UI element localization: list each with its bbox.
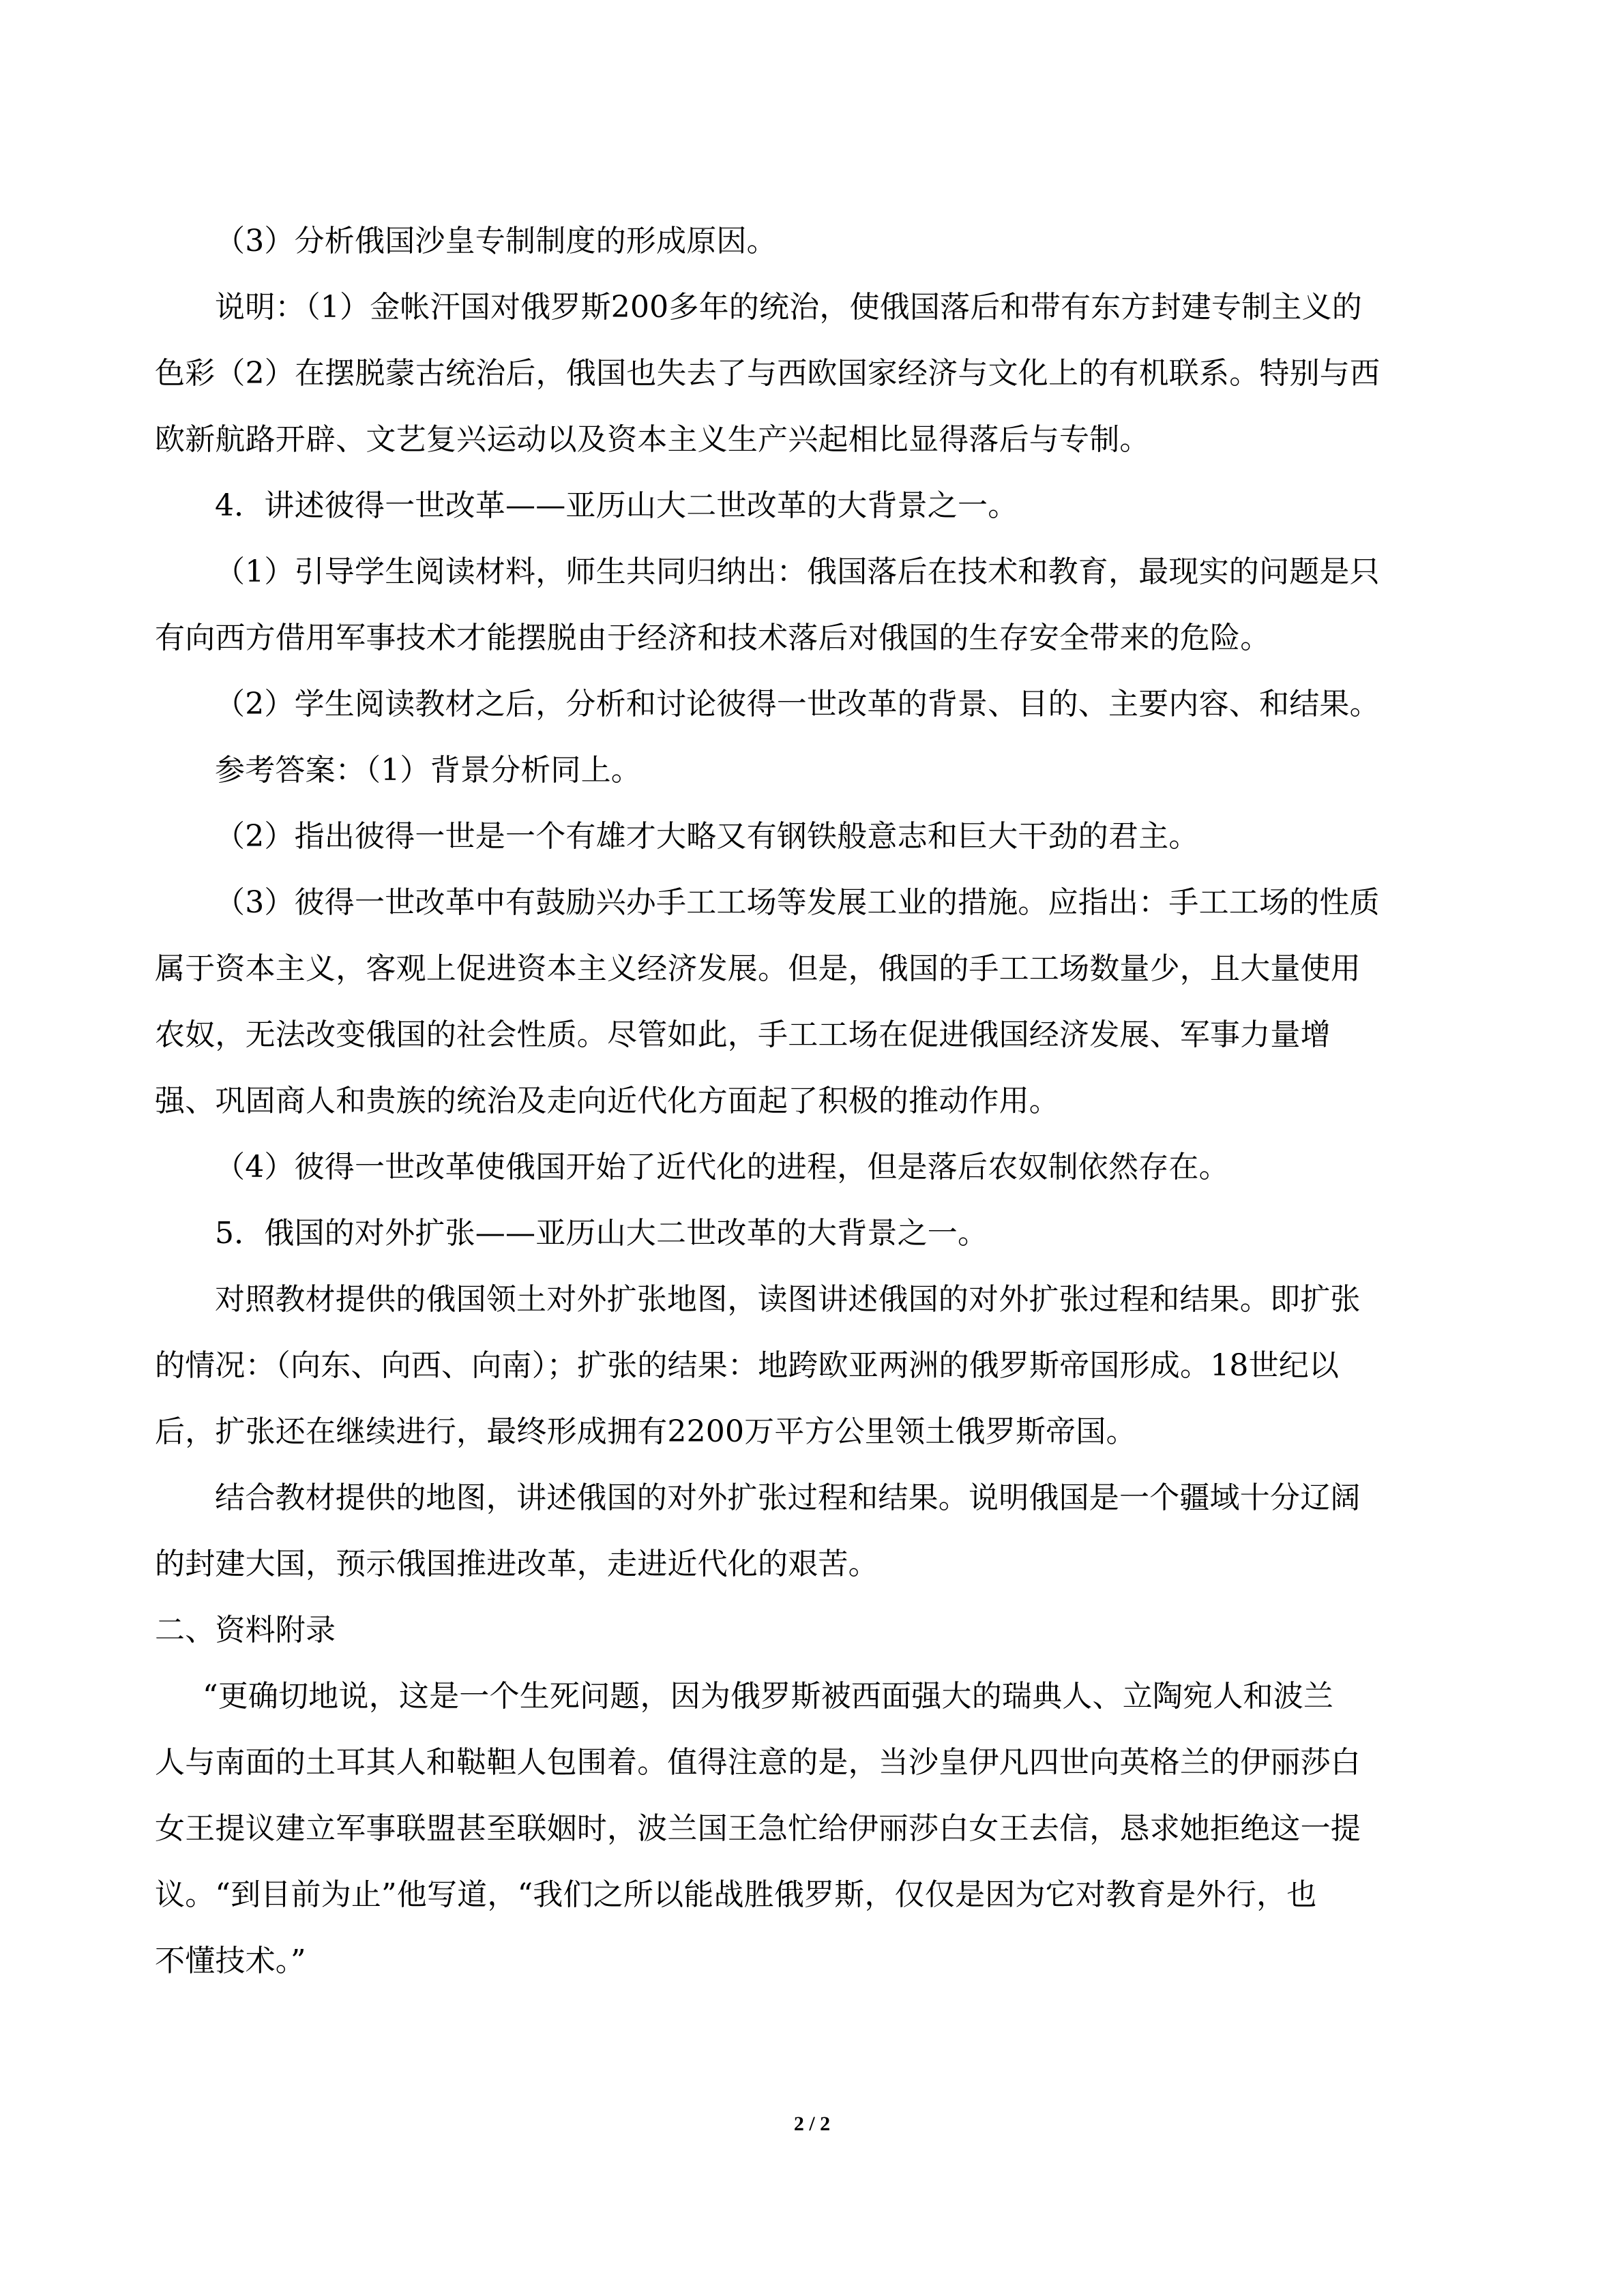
paragraph-line: 有向西方借用军事技术才能摆脱由于经济和技术落后对俄国的生存安全带来的危险。 bbox=[155, 621, 1271, 655]
paragraph-line: 属于资本主义，客观上促进资本主义经济发展。但是，俄国的手工工场数量少，且大量使用 bbox=[155, 951, 1361, 986]
paragraph-line: 农奴，无法改变俄国的社会性质。尽管如此，手工工场在促进俄国经济发展、军事力量增 bbox=[155, 1017, 1331, 1052]
section-heading: 二、资料附录 bbox=[155, 1613, 336, 1648]
paragraph-line: 的封建大国，预示俄国推进改革，走进近代化的艰苦。 bbox=[155, 1547, 879, 1581]
paragraph-line: （3）分析俄国沙皇专制制度的形成原因。 bbox=[215, 224, 777, 258]
quote-line: 不懂技术。” bbox=[155, 1943, 306, 1978]
paragraph-line: （2）学生阅读教材之后，分析和讨论彼得一世改革的背景、目的、主要内容、和结果。 bbox=[215, 687, 1380, 721]
quote-line: “更确切地说，这是一个生死问题，因为俄罗斯被西面强大的瑞典人、立陶宛人和波兰 bbox=[203, 1679, 1334, 1714]
paragraph-line: （4）彼得一世改革使俄国开始了近代化的进程，但是落后农奴制依然存在。 bbox=[215, 1150, 1229, 1184]
paragraph-line: 后，扩张还在继续进行，最终形成拥有2200万平方公里领土俄罗斯帝国。 bbox=[155, 1414, 1136, 1449]
paragraph-line: （2）指出彼得一世是一个有雄才大略又有钢铁般意志和巨大干劲的君主。 bbox=[215, 819, 1199, 854]
paragraph-line: 说明：（1）金帐汗国对俄罗斯200多年的统治，使俄国落后和带有东方封建专制主义的 bbox=[215, 290, 1362, 325]
page-number: 2 / 2 bbox=[793, 2113, 831, 2135]
paragraph-line: 对照教材提供的俄国领土对外扩张地图，读图讲述俄国的对外扩张过程和结果。即扩张 bbox=[215, 1282, 1361, 1317]
quote-line: 人与南面的土耳其人和鞑靼人包围着。值得注意的是，当沙皇伊凡四世向英格兰的伊丽莎白 bbox=[155, 1745, 1361, 1780]
paragraph-line: 参考答案：（1）背景分析同上。 bbox=[215, 753, 641, 788]
paragraph-line: 5．俄国的对外扩张——亚历山大二世改革的大背景之一。 bbox=[215, 1216, 988, 1251]
paragraph-line: 的情况：（向东、向西、向南）；扩张的结果：地跨欧亚两洲的俄罗斯帝国形成。18世纪以 bbox=[155, 1348, 1340, 1383]
paragraph-line: 结合教材提供的地图，讲述俄国的对外扩张过程和结果。说明俄国是一个疆域十分辽阔 bbox=[215, 1480, 1361, 1515]
paragraph-line: 欧新航路开辟、文艺复兴运动以及资本主义生产兴起相比显得落后与专制。 bbox=[155, 422, 1150, 457]
paragraph-line: 4．讲述彼得一世改革——亚历山大二世改革的大背景之一。 bbox=[215, 488, 1018, 523]
quote-line: 议。“到目前为止”他写道，“我们之所以能战胜俄罗斯，仅仅是因为它对教育是外行，也 bbox=[155, 1877, 1317, 1912]
paragraph-line: （1）引导学生阅读材料，师生共同归纳出：俄国落后在技术和教育，最现实的问题是只 bbox=[215, 554, 1380, 589]
paragraph-line: （3）彼得一世改革中有鼓励兴办手工工场等发展工业的措施。应指出：手工工场的性质 bbox=[215, 885, 1380, 920]
document-body bbox=[155, 208, 1478, 1994]
paragraph-line: 色彩（2）在摆脱蒙古统治后，俄国也失去了与西欧国家经济与文化上的有机联系。特别与西 bbox=[155, 356, 1381, 391]
paragraph-line: 强、巩固商人和贵族的统治及走向近代化方面起了积极的推动作用。 bbox=[155, 1084, 1059, 1118]
quote-line: 女王提议建立军事联盟甚至联姻时，波兰国王急忙给伊丽莎白女王去信，恳求她拒绝这一提 bbox=[155, 1811, 1361, 1846]
